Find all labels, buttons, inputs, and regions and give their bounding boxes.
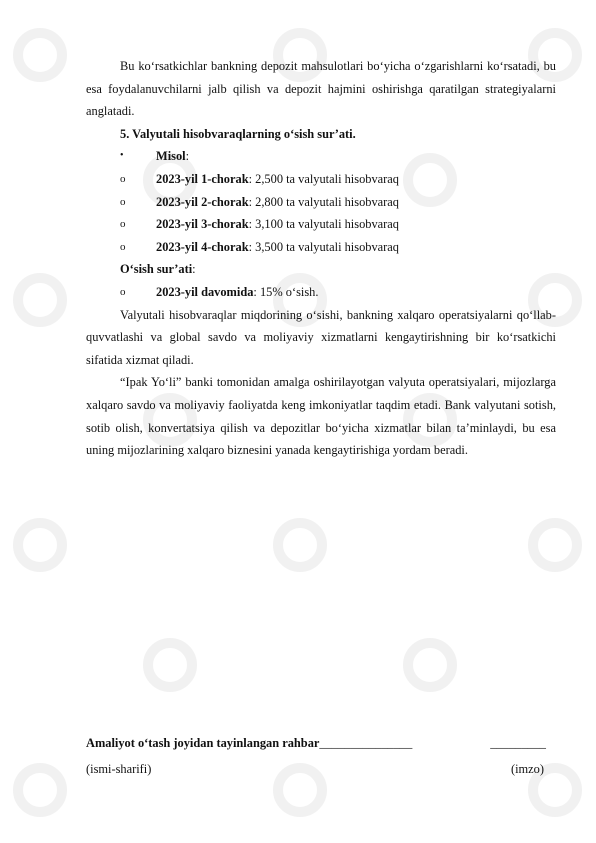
signature-block bbox=[86, 730, 556, 782]
quarter-label: 2023-yil 3-chorak bbox=[156, 217, 249, 232]
quarter-text: : 2,800 ta valyutali hisobvaraq bbox=[248, 194, 399, 209]
growth-item-label: 2023-yil davomida bbox=[156, 284, 254, 299]
quarter-label: 2023-yil 4-chorak bbox=[156, 239, 249, 254]
supervisor-label: Amaliyot o‘tash joyidan tayinlangan rahbar bbox=[86, 736, 320, 750]
name-blank-line: _______________ bbox=[319, 736, 413, 750]
bullet-disc-icon: • bbox=[120, 150, 124, 162]
growth-item bbox=[86, 281, 556, 304]
growth-label: O‘sish sur’ati bbox=[120, 262, 193, 277]
bullet-circle-icon: o bbox=[120, 172, 126, 185]
growth-suffix: : bbox=[192, 262, 196, 277]
name-caption: (ismi-sharifi) bbox=[86, 762, 152, 776]
document-body bbox=[86, 55, 556, 462]
signature-caption: (imzo) bbox=[510, 762, 544, 776]
quarter-label: 2023-yil 1-chorak bbox=[156, 171, 249, 186]
growth-item-text: : 15% o‘sish. bbox=[253, 284, 319, 299]
paragraph-currency-accounts: Valyutali hisobvaraqlar miqdorining o‘sishi, bankning xalqaro operatsiyalarni qo‘llab-quvvatlashi va global savdo va moliyaviy xizmatlarni kengaytirishning bir ko‘rsatkichi sifatida xizmat qiladi. bbox=[86, 307, 556, 367]
bullet-circle-icon: o bbox=[120, 240, 126, 253]
quarter-text: : 3,100 ta valyutali hisobvaraq bbox=[248, 217, 399, 232]
quarter-text: : 2,500 ta valyutali hisobvaraq bbox=[248, 171, 399, 186]
signature-blank-line: _________ bbox=[490, 736, 546, 750]
bullet-circle-icon: o bbox=[120, 285, 126, 298]
bullet-circle-icon: o bbox=[120, 195, 126, 208]
quarter-label: 2023-yil 2-chorak bbox=[156, 194, 249, 209]
quarter-item bbox=[86, 236, 556, 259]
quarter-item bbox=[86, 191, 556, 214]
section-heading: 5. Valyutali hisobvaraqlarning o‘sish sur’ati. bbox=[120, 126, 356, 141]
example-suffix: : bbox=[185, 149, 190, 164]
intro-paragraph: Bu ko‘rsatkichlar bankning depozit mahsulotlari bo‘yicha o‘zgarishlarni ko‘rsatadi, bu esa foydalanuvchilarni jalb qilish va depozit hajmini oshirishga qaratilgan strategiyalarni anglatadi. bbox=[86, 59, 556, 119]
quarter-item bbox=[86, 168, 556, 191]
example-label: Misol bbox=[156, 149, 186, 164]
example-list-item bbox=[86, 145, 556, 168]
growth-heading bbox=[86, 258, 556, 281]
bullet-circle-icon: o bbox=[120, 218, 126, 231]
paragraph-ipak-yoli: “Ipak Yo‘li” banki tomonidan amalga oshirilayotgan valyuta operatsiyalari, mijozlarga xalqaro savdo va moliyaviy faoliyatda keng imkoniyatlar taqdim etadi. Bank valyutani sotish, sotib olish, konvertatsiya qilish va depozitlar bo‘yicha xizmatlar bilan ta’minlaydi, bu esa uning mijozlarining xalqaro biznesini yanada kengaytirishiga yordam beradi. bbox=[86, 375, 556, 458]
quarter-text: : 3,500 ta valyutali hisobvaraq bbox=[248, 239, 399, 254]
quarter-item bbox=[86, 213, 556, 236]
